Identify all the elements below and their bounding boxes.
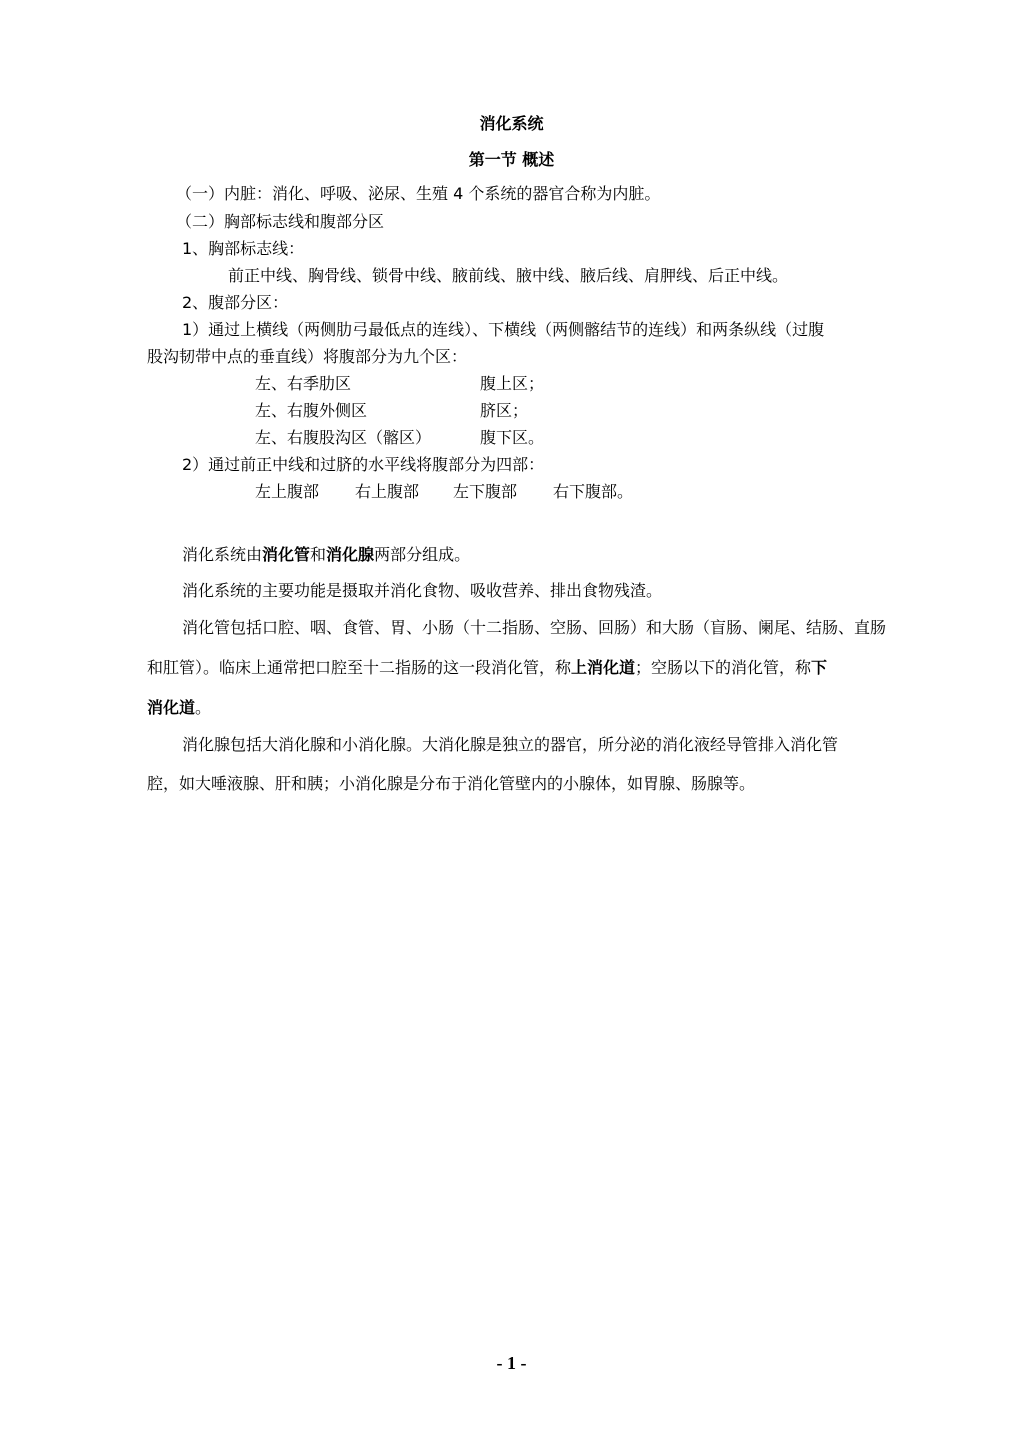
paragraph-viscera: （一）内脏：消化、呼吸、泌尿、生殖 4 个系统的器官合称为内脏。 — [176, 184, 661, 203]
paragraph-chest-lines: 前正中线、胸骨线、锁骨中线、腋前线、腋中线、腋后线、肩胛线、后正中线。 — [228, 266, 789, 285]
region-left-2: 左、右腹外侧区 — [255, 401, 368, 420]
paragraph-tract-line1: 消化管包括口腔、咽、食管、胃、小肠（十二指肠、空肠、回肠）和大肠（盲肠、阑尾、结肠、直肠 — [182, 618, 887, 637]
quadrant-2: 右上腹部 — [355, 482, 420, 501]
quadrant-1: 左上腹部 — [255, 482, 320, 501]
paragraph-nine-regions-line2: 股沟韧带中点的垂直线）将腹部分为九个区： — [147, 347, 468, 366]
text-run: 。 — [195, 698, 212, 717]
quadrant-3: 左下腹部 — [453, 482, 518, 501]
text-run: 和 — [310, 545, 327, 564]
paragraph-nine-regions-line1: 1）通过上横线（两侧肋弓最低点的连线）、下横线（两侧髂结节的连线）和两条纵线（过腹 — [182, 320, 825, 339]
text-run: 和肛管）。临床上通常把口腔至十二指肠的这一段消化管，称 — [147, 658, 572, 677]
paragraph-abdomen-heading: 2、腹部分区： — [182, 293, 289, 312]
paragraph-chest-lines-heading: 1、胸部标志线： — [182, 239, 305, 258]
paragraph-glands-line2: 腔，如大唾液腺、肝和胰；小消化腺是分布于消化管壁内的小腺体，如胃腺、肠腺等。 — [147, 774, 756, 793]
bold-term-lower-tract-part1: 下 — [811, 658, 828, 677]
quadrant-4: 右下腹部。 — [553, 482, 634, 501]
bold-term-upper-tract: 上消化道 — [571, 658, 636, 677]
doc-title: 消化系统 — [479, 114, 544, 133]
paragraph-composition — [182, 545, 470, 565]
bold-term-digestive-glands: 消化腺 — [326, 545, 375, 564]
region-right-2: 脐区； — [480, 401, 529, 420]
text-run: 两部分组成。 — [374, 545, 471, 564]
paragraph-glands-line1: 消化腺包括大消化腺和小消化腺。大消化腺是独立的器官，所分泌的消化液经导管排入消化管 — [182, 735, 839, 754]
section-heading: 第一节 概述 — [468, 150, 555, 169]
text-run: 消化系统由 — [182, 545, 263, 564]
region-left-3: 左、右腹股沟区（髂区） — [255, 428, 432, 447]
bold-term-lower-tract-part2: 消化道 — [147, 698, 196, 717]
region-right-1: 腹上区； — [480, 374, 545, 393]
paragraph-tract-line3 — [147, 698, 211, 718]
text-run: ；空肠以下的消化管，称 — [635, 658, 812, 677]
paragraph-four-parts: 2）通过前正中线和过脐的水平线将腹部分为四部： — [182, 455, 545, 474]
region-right-3: 腹下区。 — [480, 428, 545, 447]
region-left-1: 左、右季肋区 — [255, 374, 352, 393]
paragraph-tract-line2 — [147, 658, 827, 678]
page-number: - 1 - — [496, 1353, 527, 1373]
paragraph-function: 消化系统的主要功能是摄取并消化食物、吸收营养、排出食物残渣。 — [182, 581, 663, 600]
paragraph-subheading-2: （二）胸部标志线和腹部分区 — [176, 212, 385, 231]
bold-term-digestive-tract: 消化管 — [262, 545, 311, 564]
